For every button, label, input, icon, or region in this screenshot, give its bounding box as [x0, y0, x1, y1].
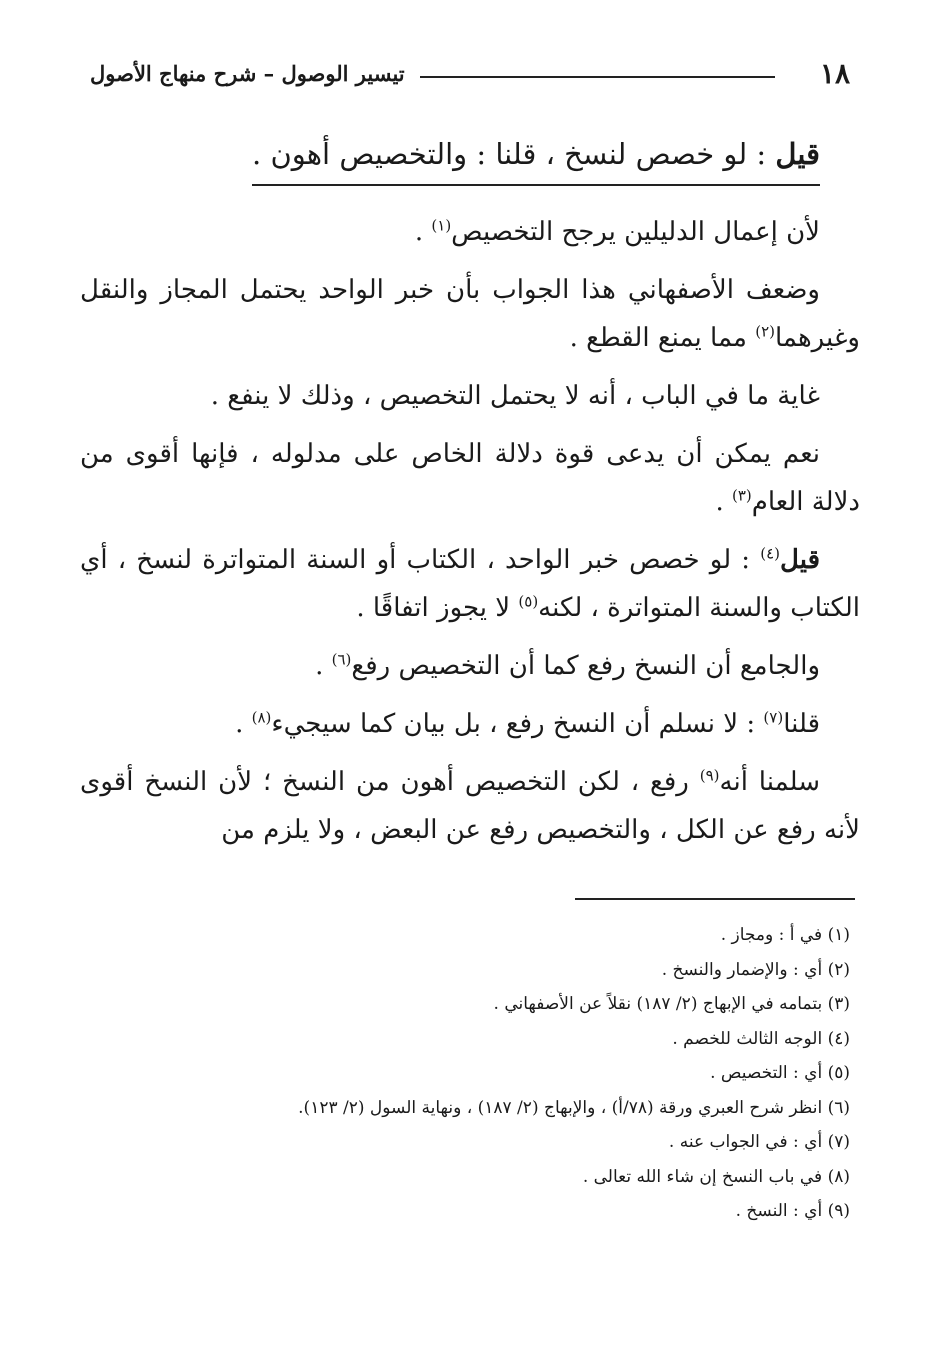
- footnote: (٣) بتمامه في الإبهاج (٢/ ١٨٧) نقلاً عن الأصفهاني .: [493, 994, 850, 1014]
- footnote: (٦) انظر شرح العبري ورقة (٧٨/أ) ، والإبهاج (٢/ ١٨٧) ، ونهاية السول (٢/ ١٢٣).: [298, 1097, 850, 1118]
- running-header: [90, 52, 850, 96]
- paragraph-5: [80, 536, 860, 632]
- footnote-ref: (٩): [699, 766, 720, 785]
- paragraph-4: [80, 430, 860, 526]
- paragraph-text: وضعف الأصفهاني هذا الجواب بأن خبر الواحد يحتمل المجاز والنقل وغيرهما: [80, 275, 860, 353]
- footnote: (٩) أي : النسخ .: [735, 1201, 850, 1221]
- footnote-ref: (٤): [760, 544, 781, 563]
- paragraph-text: سلمنا أنه: [719, 767, 820, 797]
- paragraph-tail: مما يمنع القطع .: [569, 323, 756, 353]
- matn-keyword: قيل: [775, 137, 820, 171]
- paragraph-7: [80, 700, 860, 748]
- paragraph-tail: .: [414, 217, 432, 247]
- footnote-ref: (٥): [518, 592, 539, 611]
- paragraph-text: غاية ما في الباب ، أنه لا يحتمل التخصيص ، وذلك لا ينفع .: [210, 381, 820, 411]
- paragraph-text: نعم يمكن أن يدعى قوة دلالة الخاص على مدلوله ، فإنها أقوى من دلالة العام: [80, 439, 860, 517]
- footnote: (٤) الوجه الثالث للخصم .: [672, 1028, 850, 1049]
- paragraph-text: لأن إعمال الدليلين يرجح التخصيص: [451, 217, 820, 247]
- footnote-ref: (٢): [755, 322, 775, 341]
- paragraph-text: : لو خصص خبر الواحد ، الكتاب أو السنة المتواترة لنسخ ، أي الكتاب والسنة المتواترة ، لكنه: [80, 545, 860, 623]
- paragraph-tail: لا يجوز اتفاقًا .: [356, 593, 519, 623]
- paragraph-6: [80, 642, 860, 690]
- book-title: تيسير الوصول – شرح منهاج الأصول: [90, 61, 405, 86]
- matn-body: : لو خصص لنسخ ، قلنا : والتخصيص أهون .: [252, 137, 776, 171]
- footnote: (٥) أي : التخصيص .: [710, 1063, 850, 1083]
- header-rule: [420, 76, 775, 78]
- footnote: (١) في أ : ومجاز .: [720, 925, 850, 945]
- footnotes: [90, 918, 850, 1229]
- paragraph-2: [80, 266, 860, 362]
- footnote-ref: (٦): [331, 650, 352, 669]
- page-number: ١٨: [819, 57, 850, 90]
- footnote-ref: (٨): [251, 708, 272, 727]
- commentary: [80, 208, 860, 864]
- footnote: (٢) أي : والإضمار والنسخ .: [661, 959, 850, 980]
- paragraph-3: [80, 372, 860, 420]
- paragraph-text: والجامع أن النسخ رفع كما أن التخصيص رفع: [351, 651, 820, 681]
- paragraph-1: [80, 208, 860, 256]
- paragraph-tail: .: [715, 487, 732, 517]
- footnote-separator: [575, 898, 855, 900]
- footnote: (٨) في باب النسخ إن شاء الله تعالى .: [582, 1166, 850, 1187]
- paragraph-tail: .: [235, 709, 252, 739]
- footnote-ref: (١): [431, 216, 452, 235]
- paragraph-text: : لا نسلم أن النسخ رفع ، بل بيان كما سيجيء: [271, 709, 764, 739]
- paragraph-keyword: قيل: [780, 545, 820, 575]
- footnote-ref: (٣): [731, 486, 752, 505]
- paragraph-tail: .: [315, 651, 332, 681]
- matn-text: [252, 128, 820, 186]
- paragraph-text: قلنا: [783, 709, 820, 739]
- paragraph-8: [80, 758, 860, 854]
- footnote-ref: (٧): [763, 708, 784, 727]
- paragraph-tail: رفع ، لكن التخصيص أهون من النسخ ؛ لأن النسخ أقوى لأنه رفع عن الكل ، والتخصيص رفع عن البعض ، ولا يلزم من: [80, 767, 860, 845]
- footnote: (٧) أي : في الجواب عنه .: [668, 1132, 850, 1152]
